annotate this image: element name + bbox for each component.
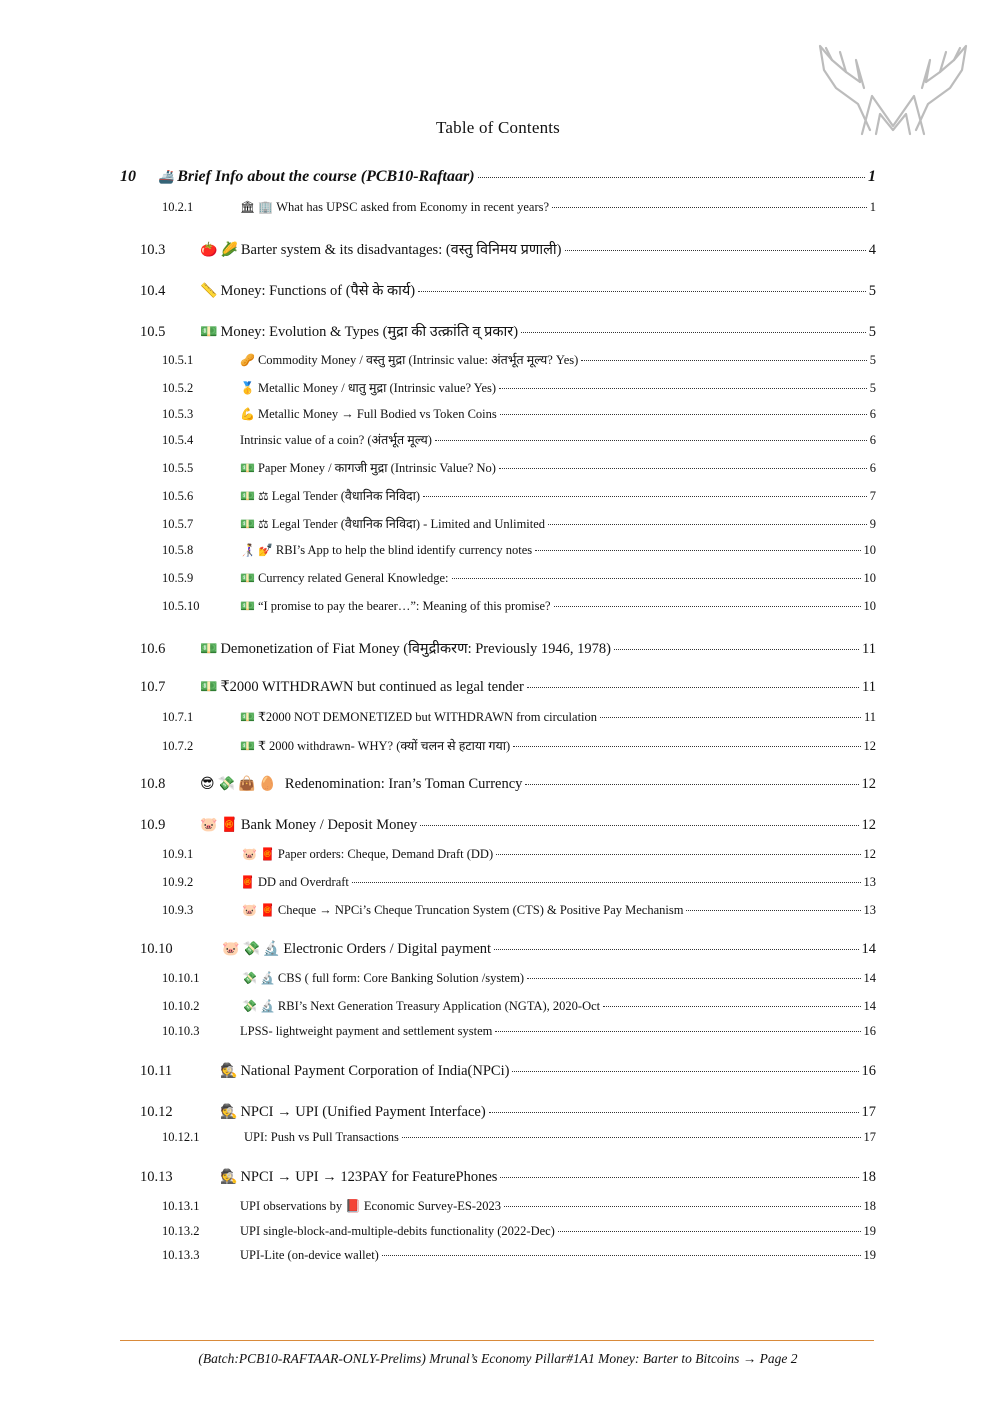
toc-entry-10-7[interactable]: [140, 679, 876, 696]
toc-entry-10-5-2[interactable]: [162, 379, 876, 396]
toc-entry-10-7-1[interactable]: [162, 709, 876, 725]
page-number: 5: [869, 381, 876, 395]
entry-label: ₹2000 NOT DEMONETIZED but WITHDRAWN from circulation: [257, 710, 598, 724]
toc-entry-10-9-2[interactable]: [162, 875, 876, 890]
entry-label: Intrinsic value of a coin? (अंतर्भूत मूल्य): [240, 433, 432, 447]
peanut-icon: 🥜: [240, 353, 255, 367]
dollar-banknote-icon: 💵: [240, 461, 255, 475]
page-number: 12: [863, 739, 876, 753]
toc-entry-10[interactable]: [120, 168, 876, 186]
dollar-banknote-icon: 💵: [200, 324, 218, 340]
dot-leader: [525, 784, 858, 785]
page-footer: (Batch:PCB10-RAFTAAR-ONLY-Prelims) Mrunal’s Economy Pillar#1A1 Money: Barter to Bitcoins → Page 2: [198, 1351, 798, 1366]
dot-leader: [527, 687, 859, 688]
page-number: 14: [861, 941, 876, 957]
page-number: 12: [861, 776, 876, 792]
money-with-wings-icon: 💸: [242, 971, 257, 985]
entry-number: 10.10.1: [162, 971, 200, 985]
red-envelope-icon: 🧧: [240, 875, 255, 889]
page-number: 6: [869, 433, 876, 447]
dot-leader: [423, 496, 867, 497]
entry-label: DD and Overdraft: [257, 875, 349, 889]
toc-entry-10-10-3[interactable]: [162, 1024, 876, 1039]
dot-leader: [494, 949, 858, 950]
toc-entry-10-12-1[interactable]: [162, 1130, 876, 1145]
money-with-wings-icon: 💸: [242, 941, 260, 957]
toc-entry-10-7-2[interactable]: [162, 737, 876, 754]
page-number: 6: [869, 461, 876, 475]
entry-label: Cheque → NPCi’s Cheque Truncation System (CTS) & Positive Pay Mechanism: [277, 903, 684, 917]
entry-label: Legal Tender (वैधानिक निविदा): [271, 489, 421, 503]
nail-polish-icon: 💅: [257, 543, 273, 557]
entry-label: Money: Functions of (पैसे के कार्य): [220, 283, 416, 299]
entry-label: National Payment Corporation of India(NPCi): [240, 1063, 510, 1079]
page-number: 11: [862, 679, 876, 695]
dot-leader: [478, 177, 865, 178]
entry-number: 10.5.3: [162, 407, 194, 421]
classical-building-icon: 🏛: [240, 200, 256, 214]
page-number: 10: [863, 599, 876, 613]
dot-leader: [513, 746, 860, 747]
dollar-banknote-icon: 💵: [240, 571, 255, 585]
dot-leader: [558, 1231, 861, 1232]
entry-number: 10.7.1: [162, 710, 194, 724]
entry-number: 10.9.2: [162, 875, 194, 889]
pig-face-icon: 🐷: [222, 941, 240, 957]
toc-entry-10-5-9[interactable]: [162, 571, 876, 586]
toc-entry-10-2-1[interactable]: [162, 200, 876, 215]
toc-entry-10-12[interactable]: [140, 1104, 876, 1121]
entry-label: Redenomination: Iran’s Toman Currency: [284, 776, 523, 792]
entry-number: 10.5: [140, 324, 166, 340]
page-number: 17: [861, 1104, 876, 1120]
entry-number: 10.9.1: [162, 847, 194, 861]
entry-label: Money: Evolution & Types (मुद्रा की उत्क्रांति व् प्रकार): [220, 324, 519, 340]
entry-number: 10.10: [140, 941, 173, 957]
entry-number: 10: [120, 168, 136, 185]
entry-label: CBS ( full form: Core Banking Solution /system): [277, 971, 525, 985]
page-number: 6: [869, 407, 876, 421]
dot-leader: [402, 1137, 861, 1138]
toc-entry-10-13[interactable]: [140, 1169, 876, 1186]
egg-icon: 🥚: [258, 776, 276, 792]
page-number: 12: [861, 817, 876, 833]
toc-entry-10-4[interactable]: [140, 280, 876, 300]
entry-label: ₹2000 WITHDRAWN but continued as legal tender: [220, 679, 524, 695]
page-number: 12: [863, 847, 876, 861]
entry-label: LPSS- lightweight payment and settlement system: [240, 1024, 493, 1038]
toc-entry-10-3[interactable]: [140, 239, 876, 259]
handbag-icon: 👜: [238, 776, 256, 792]
page-number: 13: [863, 903, 876, 917]
microscope-icon: 🔬: [259, 971, 275, 985]
toc-entry-10-13-1[interactable]: [162, 1199, 876, 1214]
toc-entry-10-10[interactable]: [140, 941, 876, 958]
office-building-icon: 🏢: [258, 200, 274, 214]
page-number: 7: [869, 489, 876, 503]
page-number: 1: [869, 200, 876, 214]
flexed-biceps-icon: 💪: [240, 407, 255, 421]
dot-leader: [496, 854, 860, 855]
microscope-icon: 🔬: [262, 941, 281, 957]
toc-entry-10-5[interactable]: [140, 321, 876, 341]
dollar-banknote-icon: 💵: [240, 710, 255, 724]
dot-leader: [600, 717, 861, 718]
entry-number: 10.13: [140, 1169, 173, 1185]
page-number: 5: [868, 283, 876, 299]
dot-leader: [500, 1177, 858, 1178]
entry-number: 10.5.2: [162, 381, 194, 395]
entry-number: 10.7.2: [162, 739, 194, 753]
cool-face-icon: 😎: [200, 776, 215, 792]
page-number: 5: [868, 324, 876, 340]
toc-entry-10-5-8[interactable]: [162, 543, 876, 558]
entry-label: Legal Tender (वैधानिक निविदा) - Limited and Unlimited: [271, 517, 546, 531]
dot-leader: [489, 1112, 859, 1113]
footer-divider: [120, 1340, 874, 1341]
entry-number: 10.9: [140, 817, 166, 833]
page-number: 18: [863, 1199, 876, 1213]
entry-number: 10.13.1: [162, 1199, 200, 1213]
entry-number: 10.11: [140, 1063, 173, 1079]
toc-entry-10-9-3[interactable]: [162, 903, 876, 918]
entry-number: 10.6: [140, 641, 166, 657]
entry-number: 10.5.8: [162, 543, 194, 557]
money-with-wings-icon: 💸: [217, 776, 236, 792]
microscope-icon: 🔬: [259, 999, 275, 1013]
page-number: 11: [862, 641, 876, 657]
pig-face-icon: 🐷: [200, 817, 218, 833]
dot-leader: [552, 207, 867, 208]
dot-leader: [418, 291, 866, 292]
dot-leader: [499, 388, 867, 389]
detective-icon: 🕵: [220, 1169, 238, 1185]
dot-leader: [352, 882, 861, 883]
entry-number: 10.7: [140, 679, 166, 695]
dollar-banknote-icon: 💵: [240, 599, 255, 613]
dot-leader: [527, 978, 860, 979]
entry-label: Bank Money / Deposit Money: [240, 817, 418, 833]
page-number: 10: [863, 571, 876, 585]
dot-leader: [521, 332, 866, 333]
entry-number: 10.5.1: [162, 353, 194, 367]
entry-number: 10.4: [140, 283, 166, 299]
toc-entry-10-5-3[interactable]: [162, 407, 876, 422]
toc-entry-10-6[interactable]: [140, 638, 876, 658]
dot-leader: [686, 910, 860, 911]
red-envelope-icon: 🧧: [259, 847, 275, 861]
page-number: 1: [868, 168, 876, 185]
page-number: 5: [869, 353, 876, 367]
dot-leader: [512, 1071, 858, 1072]
entry-label: UPI: Push vs Pull Transactions: [244, 1130, 399, 1144]
tomato-icon: 🍅: [200, 242, 218, 258]
entry-number: 10.12.1: [162, 1130, 200, 1144]
dot-leader: [504, 1206, 860, 1207]
entry-number: 10.10.3: [162, 1024, 200, 1038]
page-number: 16: [863, 1024, 876, 1038]
page-number: 4: [868, 242, 876, 258]
red-envelope-icon: 🧧: [220, 817, 238, 833]
dot-leader: [420, 825, 858, 826]
detective-icon: 🕵: [220, 1063, 238, 1079]
entry-label: Brief Info about the course (PCB10-Raftaar): [177, 168, 475, 185]
dollar-banknote-icon: 💵: [200, 641, 218, 657]
dot-leader: [548, 524, 867, 525]
dot-leader: [499, 468, 867, 469]
dot-leader: [382, 1255, 861, 1256]
entry-number: 10.5.10: [162, 599, 200, 613]
toc-entry-10-5-7[interactable]: [162, 515, 876, 532]
entry-number: 10.5.7: [162, 517, 194, 531]
page-number: 14: [863, 971, 876, 985]
entry-label: ₹ 2000 withdrawn- WHY? (क्यों चलन से हटाया गया): [257, 739, 511, 753]
page-number: 17: [863, 1130, 876, 1144]
entry-label: Metallic Money / धातु मुद्रा (Intrinsic value? Yes): [257, 381, 497, 395]
detective-icon: 🕵: [220, 1104, 238, 1120]
toc-entry-10-9[interactable]: [140, 817, 876, 834]
toc-entry-10-5-5[interactable]: [162, 459, 876, 476]
dollar-banknote-icon: 💵: [200, 679, 218, 695]
entry-number: 10.10.2: [162, 999, 200, 1013]
page-number: 10: [863, 543, 876, 557]
dot-leader: [554, 606, 861, 607]
pig-face-icon: 🐷: [242, 847, 257, 861]
dot-leader: [435, 440, 867, 441]
ruler-icon: 📏: [200, 283, 218, 299]
corn-icon: 🌽: [220, 242, 238, 258]
entry-number: 10.13.2: [162, 1224, 200, 1238]
toc-title: Table of Contents: [435, 118, 561, 137]
dollar-banknote-icon: 💵: [240, 739, 255, 753]
red-envelope-icon: 🧧: [259, 903, 275, 917]
entry-label: NPCI → UPI → 123PAY for FeaturePhones: [240, 1169, 498, 1185]
entry-label: NPCI → UPI (Unified Payment Interface): [240, 1104, 486, 1120]
page-number: 19: [863, 1248, 876, 1262]
balance-scale-icon: ⚖: [257, 517, 269, 531]
dot-leader: [500, 414, 867, 415]
page-number: 18: [861, 1169, 876, 1185]
dot-leader: [614, 649, 859, 650]
entry-number: 10.9.3: [162, 903, 194, 917]
dot-leader: [535, 550, 860, 551]
toc-entry-10-9-1[interactable]: [162, 847, 876, 862]
ship-icon: 🚢: [158, 170, 175, 185]
page-number: 11: [863, 710, 876, 724]
entry-number: 10.5.6: [162, 489, 194, 503]
dot-leader: [565, 250, 866, 251]
entry-number: 10.8: [140, 776, 166, 792]
entry-label: Currency related General Knowledge:: [257, 571, 449, 585]
dot-leader: [581, 360, 866, 361]
toc-entry-10-5-4[interactable]: [162, 431, 876, 448]
page-number: 13: [863, 875, 876, 889]
entry-number: 10.13.3: [162, 1248, 200, 1262]
entry-label: Metallic Money → Full Bodied vs Token Coins: [257, 407, 497, 421]
entry-label: RBI’s App to help the blind identify currency notes: [275, 543, 533, 557]
page-number: 14: [863, 999, 876, 1013]
entry-label: UPI-Lite (on-device wallet): [240, 1248, 379, 1262]
entry-label: “I promise to pay the bearer…”: Meaning of this promise?: [257, 599, 551, 613]
pig-face-icon: 🐷: [242, 903, 257, 917]
entry-label: UPI observations by 📕 Economic Survey-ES-2023: [240, 1199, 502, 1213]
page-number: 19: [863, 1224, 876, 1238]
dot-leader: [495, 1031, 860, 1032]
toc-entry-10-5-10[interactable]: [162, 599, 876, 614]
entry-number: 10.3: [140, 242, 166, 258]
dollar-banknote-icon: 💵: [240, 489, 255, 503]
entry-label: Paper Money / कागजी मुद्रा (Intrinsic Value? No): [257, 461, 496, 475]
entry-label: Commodity Money / वस्तु मुद्रा (Intrinsic value: अंतर्भूत मूल्य? Yes): [257, 353, 579, 367]
entry-number: 10.5.5: [162, 461, 194, 475]
toc-entry-10-13-2[interactable]: [162, 1224, 876, 1239]
person-with-cane-icon: 👩‍🦯: [240, 543, 255, 557]
entry-number: 10.2.1: [162, 200, 194, 214]
toc-entry-10-8[interactable]: [140, 776, 876, 793]
dot-leader: [452, 578, 861, 579]
toc-entry-10-13-3[interactable]: [162, 1248, 876, 1263]
dollar-banknote-icon: 💵: [240, 517, 255, 531]
dot-leader: [603, 1006, 860, 1007]
entry-label: Paper orders: Cheque, Demand Draft (DD): [277, 847, 494, 861]
entry-label: RBI’s Next Generation Treasury Application (NGTA), 2020-Oct: [277, 999, 601, 1013]
gold-medal-icon: 🥇: [240, 381, 255, 395]
toc-entry-10-5-1[interactable]: [162, 351, 876, 368]
toc-entry-10-10-1[interactable]: [162, 971, 876, 986]
money-with-wings-icon: 💸: [242, 999, 257, 1013]
entry-label: What has UPSC asked from Economy in recent years?: [276, 200, 550, 214]
toc-entry-10-10-2[interactable]: [162, 999, 876, 1014]
toc-entry-10-11[interactable]: [140, 1063, 876, 1080]
balance-scale-icon: ⚖: [257, 489, 269, 503]
entry-number: 10.5.9: [162, 571, 194, 585]
page-number: 16: [861, 1063, 876, 1079]
entry-label: UPI single-block-and-multiple-debits functionality (2022-Dec): [240, 1224, 555, 1238]
toc-entry-10-5-6[interactable]: [162, 487, 876, 504]
page-number: 9: [869, 517, 876, 531]
entry-label: Electronic Orders / Digital payment: [283, 941, 492, 957]
entry-number: 10.5.4: [162, 433, 194, 447]
entry-label: Demonetization of Fiat Money (विमुद्रीकरण: Previously 1946, 1978): [220, 641, 611, 657]
entry-number: 10.12: [140, 1104, 173, 1120]
entry-label: Barter system & its disadvantages: (वस्तु विनिमय प्रणाली): [240, 242, 562, 258]
